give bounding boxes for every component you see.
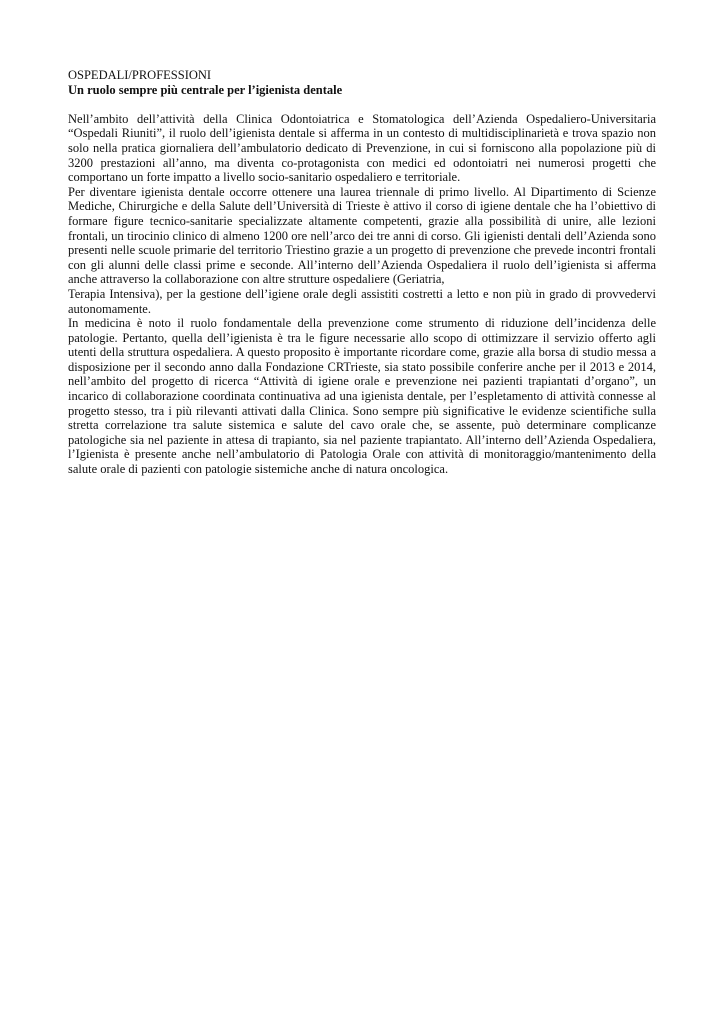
paragraph-intensive-care: Terapia Intensiva), per la gestione dell’igiene orale degli assistiti costretti a letto e non più in grado di provvedervi autonomamente. [68,286,656,316]
paragraph-education: Per diventare igienista dentale occorre ottenere una laurea triennale di primo livello. Al Dipartimento di Scienze Mediche, Chirurgiche e della Salute dell’Università di Trieste è attivo il corso di igiene dentale che ha l’obiettivo di formare figure tecnico-sanitarie specializzate altamente competenti, grazie alla possibilità di unire, alle lezioni frontali, un tirocinio clinico di almeno 1200 ore nell’arco dei tre anni di corso. Gli igienisti dentali dell’Azienda sono presenti nelle scuole primarie del territorio Triestino grazie a un progetto di prevenzione che prevede incontri frontali con gli alunni delle classi prime e seconde. All’interno dell’Azienda Ospedaliera il ruolo dell’igienista si afferma anche attraverso la collaborazione con altre strutture ospedaliere (Geriatria, [68,184,656,287]
paragraph-intro: Nell’ambito dell’attività della Clinica Odontoiatrica e Stomatologica dell’Azienda Ospedaliero-Universitaria “Ospedali Riuniti”, il ruolo dell’igienista dentale si afferma in un contesto di multidisciplinarietà e trova spazio non solo nella pratica giornaliera dell’ambulatorio dedicato di Prevenzione, in cui si forniscono alla popolazione più di 3200 prestazioni all’anno, ma diventa co-protagonista con medici ed odontoiatri nei numerosi progetti che comportano un forte impatto a livello socio-sanitario ospedaliero e territoriale. [68,111,656,185]
section-label: OSPEDALI/PROFESSIONI [68,68,212,82]
paragraph-prevention: In medicina è noto il ruolo fondamentale della prevenzione come strumento di riduzione dell’incidenza delle patologie. Pertanto, quella dell’igienista è tra le figure necessarie allo scopo di ottimizzare il servizio offerto agli utenti della struttura ospedaliera. A questo proposito è importante ricordare come, grazie alla borsa di studio messa a disposizione per il secondo anno dalla Fondazione CRTrieste, sia stato possibile conferire anche per il 2013 e 2014, nell’ambito del progetto di ricerca “Attività di igiene orale e prevenzione nei pazienti trapiantati d’organo”, un incarico di collaborazione coordinata continuativa ad una igienista dentale, per l’espletamento di attività connesse al progetto stesso, tra i più rilevanti attivati dalla Clinica. Sono sempre più significative le evidenze scientifiche sulla stretta correlazione tra salute sistemica e salute del cavo orale che, se assente, può determinare complicanze patologiche sia nel paziente in attesa di trapianto, sia nel paziente trapiantato. All’interno dell’Azienda Ospedaliera, l’Igienista è presente anche nell’ambulatorio di Patologia Orale con attività di monitoraggio/mantenimento della salute orale di pazienti con patologie sistemiche anche di natura oncologica. [68,316,656,477]
document-body [68,68,656,477]
article-title: Un ruolo sempre più centrale per l’igienista dentale [68,82,343,97]
